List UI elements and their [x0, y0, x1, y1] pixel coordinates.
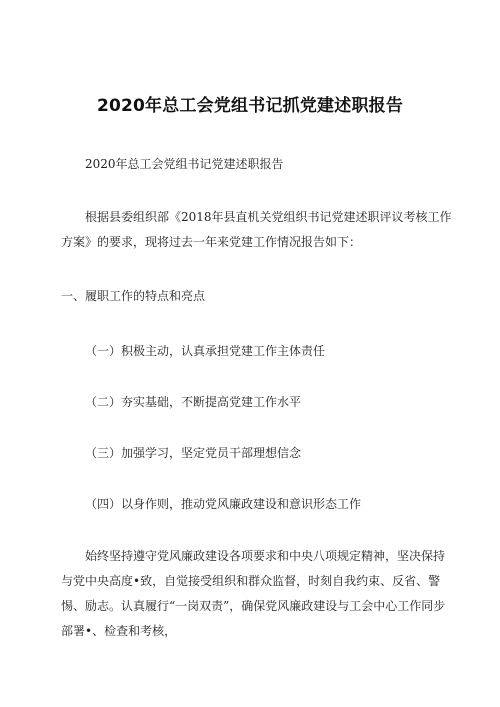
subsection-4: （四）以身作则，推动党风廉政建设和意识形态工作: [85, 497, 362, 511]
section-heading: 一、履职工作的特点和亮点: [61, 289, 206, 303]
subsection-2: （二）夯实基础，不断提高党建工作水平: [85, 395, 302, 409]
body-paragraph: 始终坚持遵守党风廉政建设各项要求和中央八项规定精神，坚决保持与党中央高度•致，自觉接受组织和群众监督，时刻自我约束、反省、警惕、励志。认真履行“一岗双责”，确保党风廉政建设与工会中心工作同步部署•、检查和考核，: [61, 549, 446, 638]
subsection-3: （三）加强学习，坚定党员干部理想信念: [85, 446, 302, 460]
subsection-1: （一）积极主动，认真承担党建工作主体责任: [85, 344, 326, 358]
intro-paragraph: 根据县委组织部《2018年县直机关党组织书记党建述职评议考核工作方案》的要求，现将过去一年来党建工作情况报告如下：: [61, 210, 452, 249]
document-title: 2020年总工会党组书记抓党建述职报告: [96, 96, 404, 116]
document-subtitle: 2020年总工会党组书记党建述职报告: [85, 157, 284, 171]
